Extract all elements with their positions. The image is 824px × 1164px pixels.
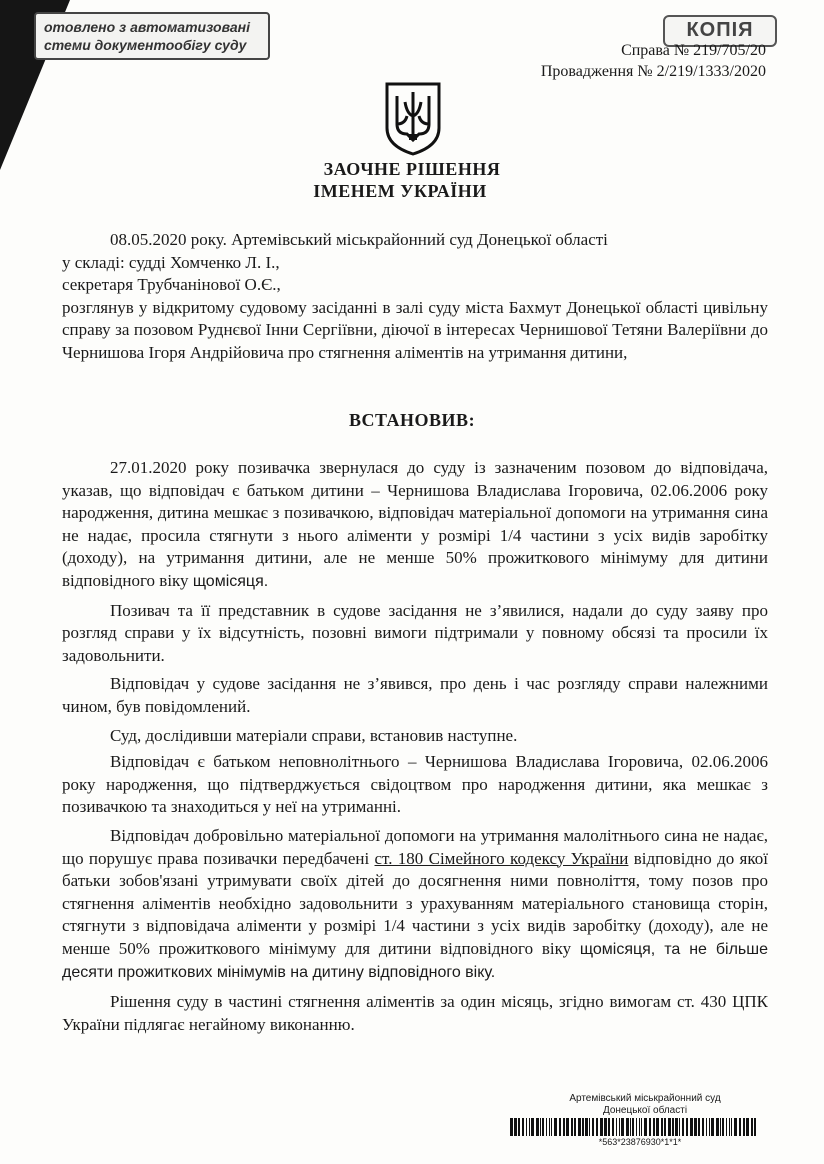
trident-emblem-icon xyxy=(383,80,443,156)
paragraph-4: Суд, дослідивши матеріали справи, встановив наступне. xyxy=(110,725,518,745)
law-reference-link[interactable]: ст. 180 Сімейного кодексу України xyxy=(374,848,629,868)
paragraph-6 xyxy=(62,825,768,985)
paragraph-1 xyxy=(62,457,768,594)
document-subtitle: ІМЕНЕМ УКРАЇНИ xyxy=(313,181,487,201)
intro-block xyxy=(62,229,768,365)
document-title: ЗАОЧНЕ РІШЕННЯ xyxy=(323,159,501,179)
copy-stamp: КОПІЯ xyxy=(663,15,777,47)
paragraph-2: Позивач та її представник в судове засідання не з’явилися, надали до суду заяву про розгляд справи у їх відсутність, позовні вимоги підтримали у повному обсязі та просили їх задовольнити. xyxy=(62,600,768,665)
intro-line-1: 08.05.2020 року. Артемівський міськрайонний суд Донецької області xyxy=(110,230,608,249)
paragraph-1-end: щомісяця. xyxy=(192,572,269,590)
stamp-line-1: отовлено з автоматизовані xyxy=(44,19,250,35)
case-info xyxy=(541,40,766,82)
footer-court-stamp xyxy=(560,1093,730,1117)
footer-court-line-1: Артемівський міськрайонний суд xyxy=(569,1093,721,1104)
paragraph-6-text-b: відповідно до якої батьки зобов'язані утримувати своїх дітей до досягнення ними повноліття, тому позов про стягнення аліментів необхідно задовольнити з урахуванням матеріального становища сторін, стягнути з відповідача аліменти у розмірі 1/4 частини з усіх видів заробітку (доходу), але не менше 50% прожиткового мінімуму для дитини відповідного віку xyxy=(62,848,768,958)
paragraph-6-text-a: Відповідач добровільно матеріальної допомоги на утримання малолітнього сина не надає, що порушує права позивачки передбачені xyxy=(62,825,768,868)
footer-court-line-2: Донецької області xyxy=(602,1105,688,1116)
intro-line-3: секретаря Трубчанінової О.Є., xyxy=(62,275,281,295)
proceeding-number: Провадження № 2/219/1333/2020 xyxy=(540,63,766,80)
paragraph-1-text: 27.01.2020 року позивачка звернулася до суду із зазначеним позовом до відповідача, указав, що відповідач є батьком дитини – Чернишова Владислава Ігоровича, 02.06.2006 року народження, дитина мешкає з позивачкою, відповідач матеріальної допомоги на утримання сина не надає, просила стягнути з нього аліменти у розмірі 1/4 частини з усіх видів заробітку (доходу), на утримання дитини, але не менше 50% прожиткового мінімуму для дитини відповідного віку xyxy=(62,458,768,590)
barcode-number: *563*23876930*1*1* xyxy=(598,1137,682,1147)
auto-generated-stamp xyxy=(34,12,270,60)
body-block xyxy=(62,457,768,1036)
barcode-icon xyxy=(510,1118,760,1136)
case-number: Справа № 219/705/20 xyxy=(621,42,766,59)
stamp-line-2: стеми документообігу суду xyxy=(44,37,247,53)
section-heading: ВСТАНОВИВ: xyxy=(348,410,476,430)
paragraph-6-text-c: щомісяця, та не більше десяти прожиткових мінімумів на дитину відповідного віку. xyxy=(62,940,769,982)
paragraph-3: Відповідач у судове засідання не з’явився, про день і час розгляду справи належними чином, був повідомлений. xyxy=(62,674,768,716)
intro-line-4: розглянув у відкритому судовому засіданні в залі суду міста Бахмут Донецької області цивільну справу за позовом Руднєвої Інни Сергіївни, діючої в інтересах Чернишової Тетяни Валеріївни до Чернишова Ігоря Андрійовича про стягнення аліментів на утримання дитини, xyxy=(62,297,768,362)
paragraph-5: Відповідач є батьком неповнолітнього – Чернишова Владислава Ігоровича, 02.06.2006 року народження, що підтверджується свідоцтвом про народження дитини, яка мешкає з позивачкою та знаходиться у неї на утриманні. xyxy=(62,752,768,817)
intro-line-2: у складі: судді Хомченко Л. І., xyxy=(62,252,280,272)
paragraph-7: Рішення суду в частині стягнення аліментів за один місяць, згідно вимогам ст. 430 ЦПК України підлягає негайному виконанню. xyxy=(62,992,768,1034)
